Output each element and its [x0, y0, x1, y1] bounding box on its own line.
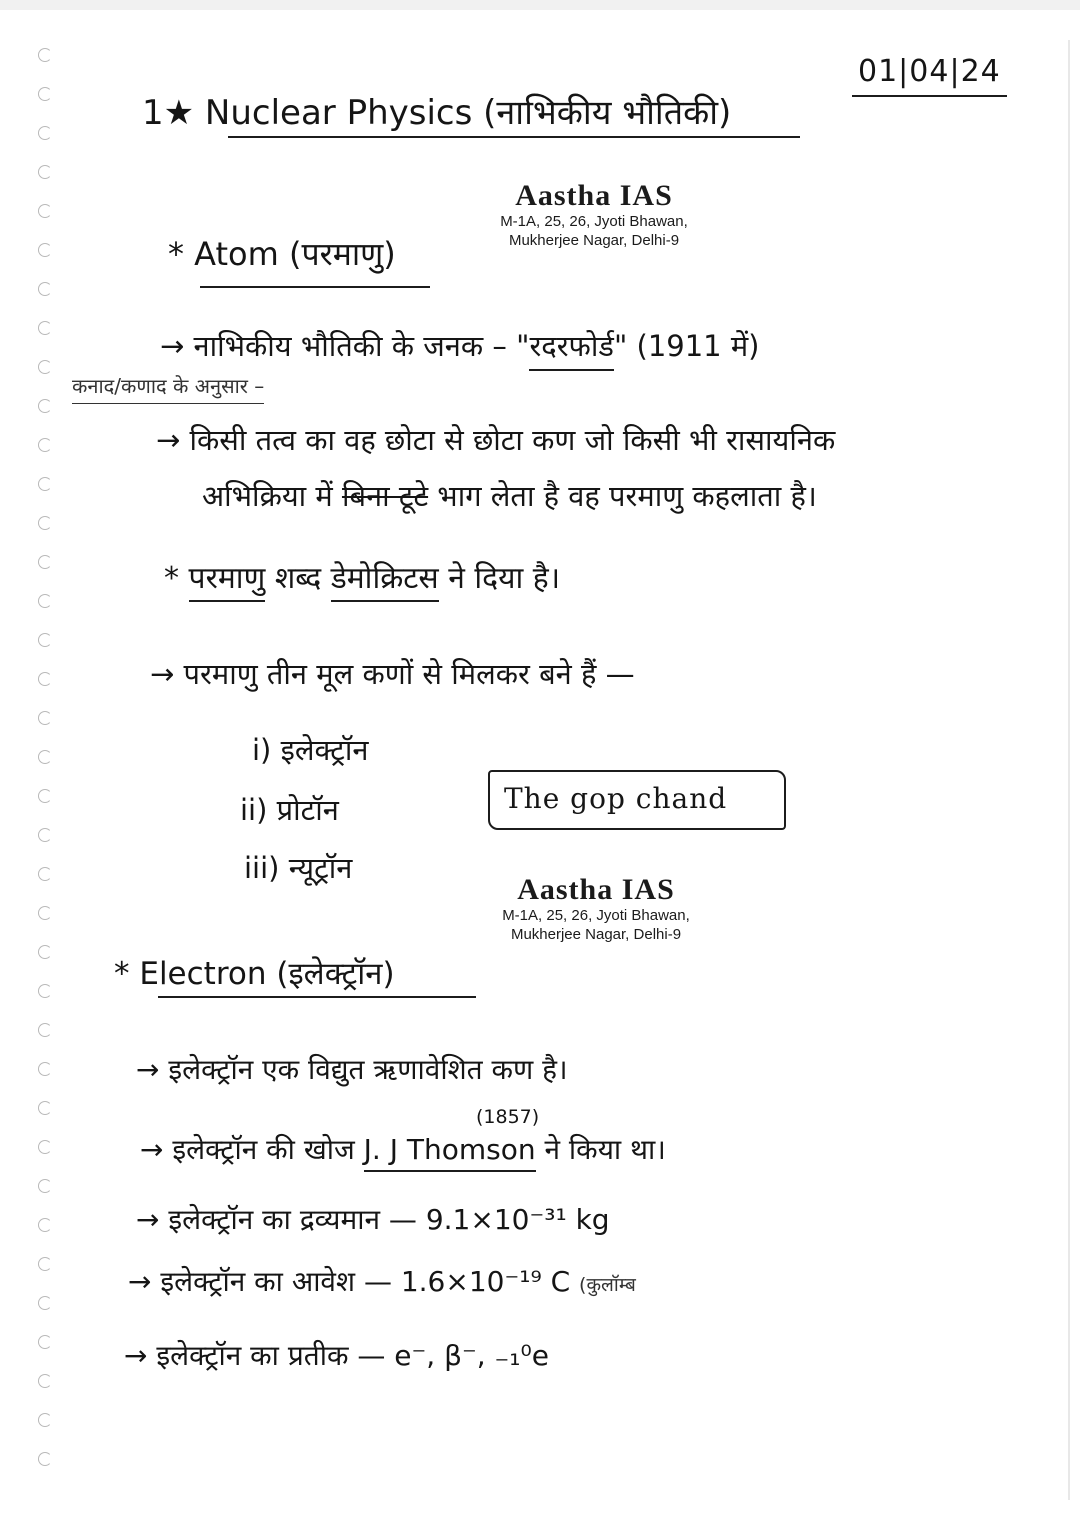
margin-mark	[38, 1218, 52, 1232]
margin-mark	[38, 1023, 52, 1037]
stamp-name: Aastha IAS	[517, 873, 675, 906]
three-particles-line: → परमाणु तीन मूल कणों से मिलकर बने हैं —	[150, 657, 635, 691]
margin-mark	[38, 243, 52, 257]
atom-heading: * Atom (परमाणु)	[168, 235, 396, 273]
electron-heading: * Electron (इलेक्ट्रॉन)	[114, 956, 395, 992]
bullet-star: *	[164, 561, 179, 596]
word-democritus: डेमोक्रिटस	[331, 561, 439, 602]
margin-mark	[38, 126, 52, 140]
atom-definition-line1: → किसी तत्व का वह छोटा से छोटा कण जो किसी भी रासायनिक	[156, 423, 836, 457]
margin-mark	[38, 867, 52, 881]
margin-mark	[38, 672, 52, 686]
page-edge	[1068, 40, 1070, 1500]
margin-mark	[38, 282, 52, 296]
margin-mark	[38, 828, 52, 842]
word-atom: परमाणु	[189, 561, 266, 602]
margin-mark	[38, 1452, 52, 1466]
word-end: ने दिया है।	[448, 561, 561, 596]
electron-symbol: → इलेक्ट्रॉन का प्रतीक — e⁻, β⁻, ₋₁⁰e	[124, 1339, 549, 1372]
charge-unit: (कुलॉम्ब	[579, 1274, 636, 1296]
margin-mark	[38, 594, 52, 608]
margin-mark	[38, 789, 52, 803]
word-shabd: शब्द	[274, 561, 322, 596]
electron-discovery	[140, 1130, 666, 1168]
margin-mark	[38, 399, 52, 413]
margin-mark	[38, 165, 52, 179]
thomson-name: J. J Thomson	[364, 1133, 536, 1172]
margin-mark	[38, 906, 52, 920]
margin-mark	[38, 87, 52, 101]
electron-charge	[128, 1262, 636, 1300]
rutherford-name: रदरफोर्ड	[529, 329, 614, 371]
stamp-address-line2: Mukherjee Nagar, Delhi-9	[510, 926, 682, 943]
stamp-address-line2: Mukherjee Nagar, Delhi-9	[508, 232, 680, 249]
def-struck: बिना टूटे	[341, 479, 429, 513]
stamp-address-line1: M-1A, 25, 26, Jyoti Bhawan,	[500, 213, 688, 230]
margin-mark	[38, 321, 52, 335]
margin-mark	[38, 360, 52, 374]
margin-mark	[38, 204, 52, 218]
stamp-name: Aastha IAS	[515, 179, 673, 212]
atom-definition-line2	[202, 476, 817, 515]
margin-mark	[38, 984, 52, 998]
margin-mark	[38, 1257, 52, 1271]
margin-mark	[38, 1413, 52, 1427]
stamp-address-line1: M-1A, 25, 26, Jyoti Bhawan,	[502, 907, 690, 924]
particle-item: i) इलेक्ट्रॉन	[252, 733, 369, 767]
electron-mass: → इलेक्ट्रॉन का द्रव्यमान — 9.1×10⁻³¹ kg	[136, 1203, 610, 1236]
date: 01|04|24	[852, 54, 1007, 97]
atom-heading-underline	[200, 286, 430, 288]
atom-word-origin	[164, 556, 560, 597]
electron-heading-underline	[158, 996, 476, 998]
mnemonic-box	[488, 770, 786, 830]
margin-mark	[38, 48, 52, 62]
margin-mark	[38, 1179, 52, 1193]
institute-stamp	[476, 874, 716, 944]
discovery-suffix: ने किया था।	[535, 1133, 666, 1166]
margin-mark	[38, 711, 52, 725]
margin-mark	[38, 555, 52, 569]
particle-item: ii) प्रोटॉन	[240, 793, 339, 827]
mnemonic-text: The gop chand	[504, 782, 728, 815]
margin-mark	[38, 1101, 52, 1115]
margin-mark	[38, 1062, 52, 1076]
title-underline	[228, 136, 800, 138]
margin-mark	[38, 438, 52, 452]
charge-value: → इलेक्ट्रॉन का आवेश — 1.6×10⁻¹⁹ C	[128, 1265, 580, 1298]
kanad-note: कनाद/कणाद के अनुसार –	[72, 372, 264, 404]
institute-stamp	[474, 180, 714, 250]
margin-mark	[38, 1335, 52, 1349]
margin-mark	[38, 945, 52, 959]
margin-mark	[38, 1140, 52, 1154]
def-part-b: भाग लेता है वह परमाणु कहलाता है।	[428, 479, 817, 513]
page-title: 1★ Nuclear Physics (नाभिकीय भौतिकी)	[142, 93, 732, 133]
particle-item: iii) न्यूट्रॉन	[244, 851, 353, 885]
margin-mark	[38, 1296, 52, 1310]
binder-margin	[36, 48, 66, 1488]
margin-mark	[38, 477, 52, 491]
electron-definition: → इलेक्ट्रॉन एक विद्युत ऋणावेशित कण है।	[136, 1053, 568, 1086]
margin-mark	[38, 750, 52, 764]
margin-mark	[38, 633, 52, 647]
father-suffix: " (1911 में)	[613, 329, 760, 363]
top-band	[0, 0, 1080, 10]
margin-mark	[38, 1374, 52, 1388]
father-of-nuclear-physics	[160, 326, 760, 365]
def-part-a: अभिक्रिया में	[202, 479, 342, 513]
discovery-prefix: → इलेक्ट्रॉन की खोज	[140, 1133, 364, 1166]
father-prefix: → नाभिकीय भौतिकी के जनक – "	[160, 329, 530, 363]
discovery-year: (1857)	[476, 1106, 540, 1128]
margin-mark	[38, 516, 52, 530]
